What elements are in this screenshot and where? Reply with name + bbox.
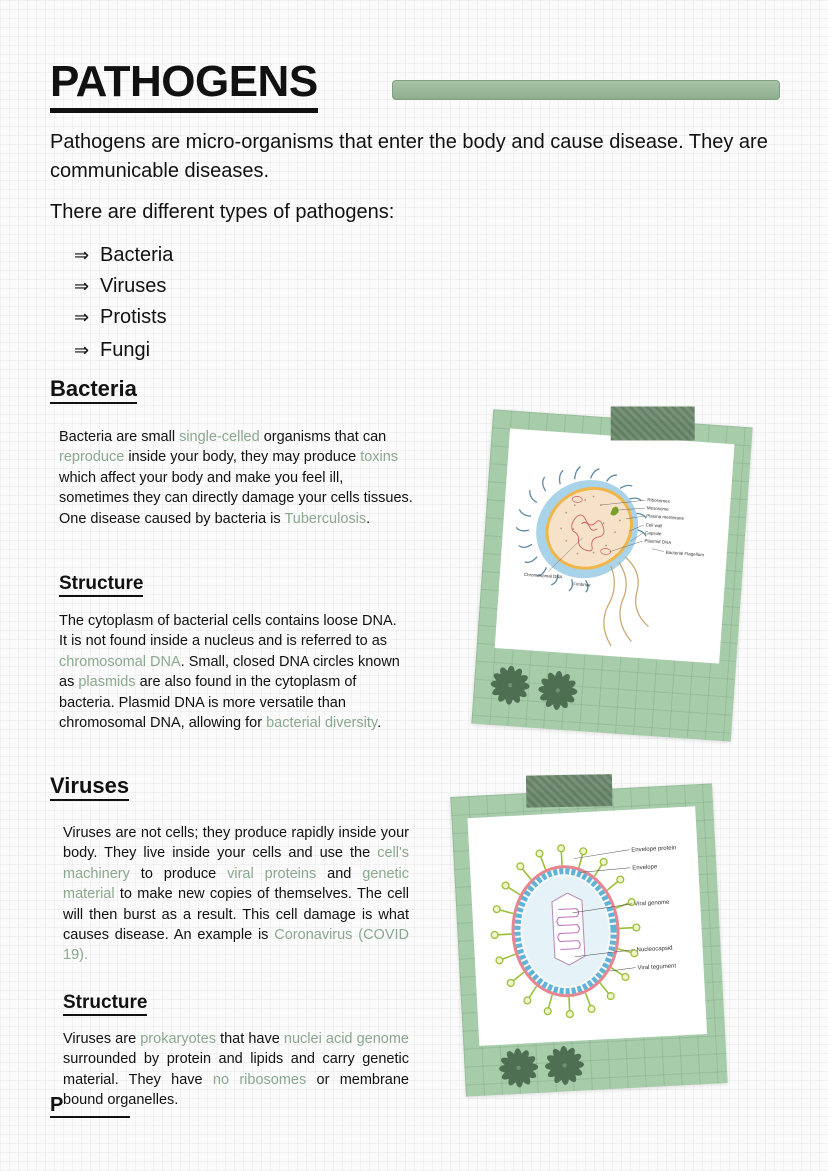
text-segment: which affect your body and make you feel ill, sometimes they can directly damage your cells tissues. One disease caused by bacteria is (59, 469, 413, 527)
text-segment: organisms that can (259, 429, 387, 445)
text-segment: to make new copies of themselves. The cell will then burst as a result. This cell damage is what causes disease. An example is (63, 886, 409, 944)
highlighted-term: plasmids (78, 674, 136, 691)
highlighted-term: bacterial diversity (266, 715, 378, 732)
flower-icon (487, 662, 534, 709)
highlighted-term: Coronavirus (COVID 19). (63, 927, 410, 964)
label-nucleocapsid: Nucleocapsid (636, 945, 673, 954)
text-segment: The cytoplasm of bacterial cells contains loose DNA. It is not found inside a nucleus and is referred to as (59, 613, 397, 650)
virus-diagram (467, 806, 707, 1046)
text-segment: to produce (129, 865, 228, 882)
pathogen-types-list (74, 240, 173, 366)
bacteria-structure-heading: Structure (59, 572, 143, 597)
flower-icon (495, 1045, 541, 1091)
text-segment: Viruses are not cells; they produce rapidly inside your body. They live inside your cells and use the (63, 825, 409, 862)
highlighted-term: single-celled (179, 429, 260, 445)
tape-decoration (611, 406, 695, 440)
label-cell-wall: Cell wall (645, 522, 663, 529)
flower-icon (534, 667, 581, 714)
viruses-structure-heading: Structure (63, 991, 147, 1016)
highlighted-term: cell's machinery (63, 845, 409, 882)
text-segment: inside your body, they may produce (124, 449, 361, 466)
list-item-label: Fungi (100, 339, 151, 361)
highlighted-term: chromosomal DNA (59, 653, 181, 670)
bacteria-polaroid-frame (471, 409, 752, 741)
viruses-description (63, 823, 409, 966)
list-item (74, 271, 173, 302)
text-segment: are also found in the cytoplasm of bacteria. Plasmid DNA is more versatile than chromosomal DNA, allowing for (59, 674, 357, 732)
label-ribosomes: Ribosomes (647, 497, 671, 504)
list-item-label: Bacteria (100, 244, 174, 266)
bacteria-structure-text (59, 611, 404, 733)
label-flagellum: Bacterial Flagellum (665, 549, 705, 558)
highlighted-term: prokaryotes (140, 1031, 216, 1047)
highlighted-term: Tuberculosis (284, 510, 367, 527)
list-item (74, 335, 173, 366)
label-plasma-membrane: Plasma membrane (646, 513, 685, 521)
viruses-heading: Viruses (50, 773, 129, 801)
virus-polaroid-frame (450, 783, 727, 1096)
label-viral-tegument: Viral tegument (637, 963, 677, 972)
text-segment: Viruses are (63, 1031, 141, 1047)
virus-photo (467, 806, 707, 1046)
highlighted-term: no ribosomes (212, 1071, 307, 1088)
page-title: PATHOGENS (50, 56, 318, 113)
list-item (74, 302, 173, 333)
label-capsule: Capsule (644, 530, 662, 537)
text-segment: or membrane bound organelles. (63, 1071, 410, 1109)
title-decorative-bar (392, 80, 780, 100)
tape-decoration (526, 774, 613, 807)
list-item-label: Viruses (100, 275, 167, 297)
list-item (74, 240, 173, 271)
text-segment: that have (216, 1031, 284, 1047)
pathogen-types-heading: There are different types of pathogens: (50, 201, 395, 223)
double-arrow-icon: ⇒ (74, 340, 90, 360)
double-arrow-icon: ⇒ (74, 307, 90, 327)
intro-paragraph: Pathogens are micro-organisms that enter the body and cause disease. They are communicable diseases. (50, 131, 768, 182)
highlighted-term: genetic material (63, 865, 410, 903)
label-mesosome: Mesosome (646, 505, 669, 512)
bacteria-description (59, 427, 414, 529)
text-segment: . Small, closed DNA circles known as (59, 653, 400, 691)
highlighted-term: viral proteins (227, 865, 317, 882)
label-fimbriae: Fimbriae (573, 581, 591, 588)
label-envelope: Envelope (632, 864, 658, 872)
highlighted-term: toxins (360, 449, 399, 466)
label-envelope-protein: Envelope protein (631, 845, 677, 854)
text-segment: surrounded by protein and lipids and carry genetic material. They have (63, 1051, 409, 1088)
text-segment: . (377, 715, 382, 732)
capsid-core (552, 892, 586, 965)
text-segment: . (366, 510, 371, 527)
overlapping-letter: P (50, 1094, 130, 1118)
flower-icon (541, 1042, 587, 1088)
highlighted-term: reproduce (59, 449, 125, 466)
highlighted-term: nuclei acid genome (283, 1031, 409, 1047)
double-arrow-icon: ⇒ (74, 245, 90, 265)
text-segment: and (316, 865, 363, 882)
text-segment: Bacteria are small (59, 429, 180, 445)
label-chromosomal-dna: Chromosomal DNA (523, 571, 563, 580)
bacteria-heading: Bacteria (50, 376, 137, 404)
double-arrow-icon: ⇒ (74, 276, 90, 296)
label-viral-genome: Viral genome (634, 899, 670, 908)
bacteria-diagram (495, 429, 735, 664)
label-plasmid-dna: Plasmid DNA (644, 538, 672, 546)
bacteria-photo (495, 429, 735, 664)
list-item-label: Protists (100, 306, 167, 328)
